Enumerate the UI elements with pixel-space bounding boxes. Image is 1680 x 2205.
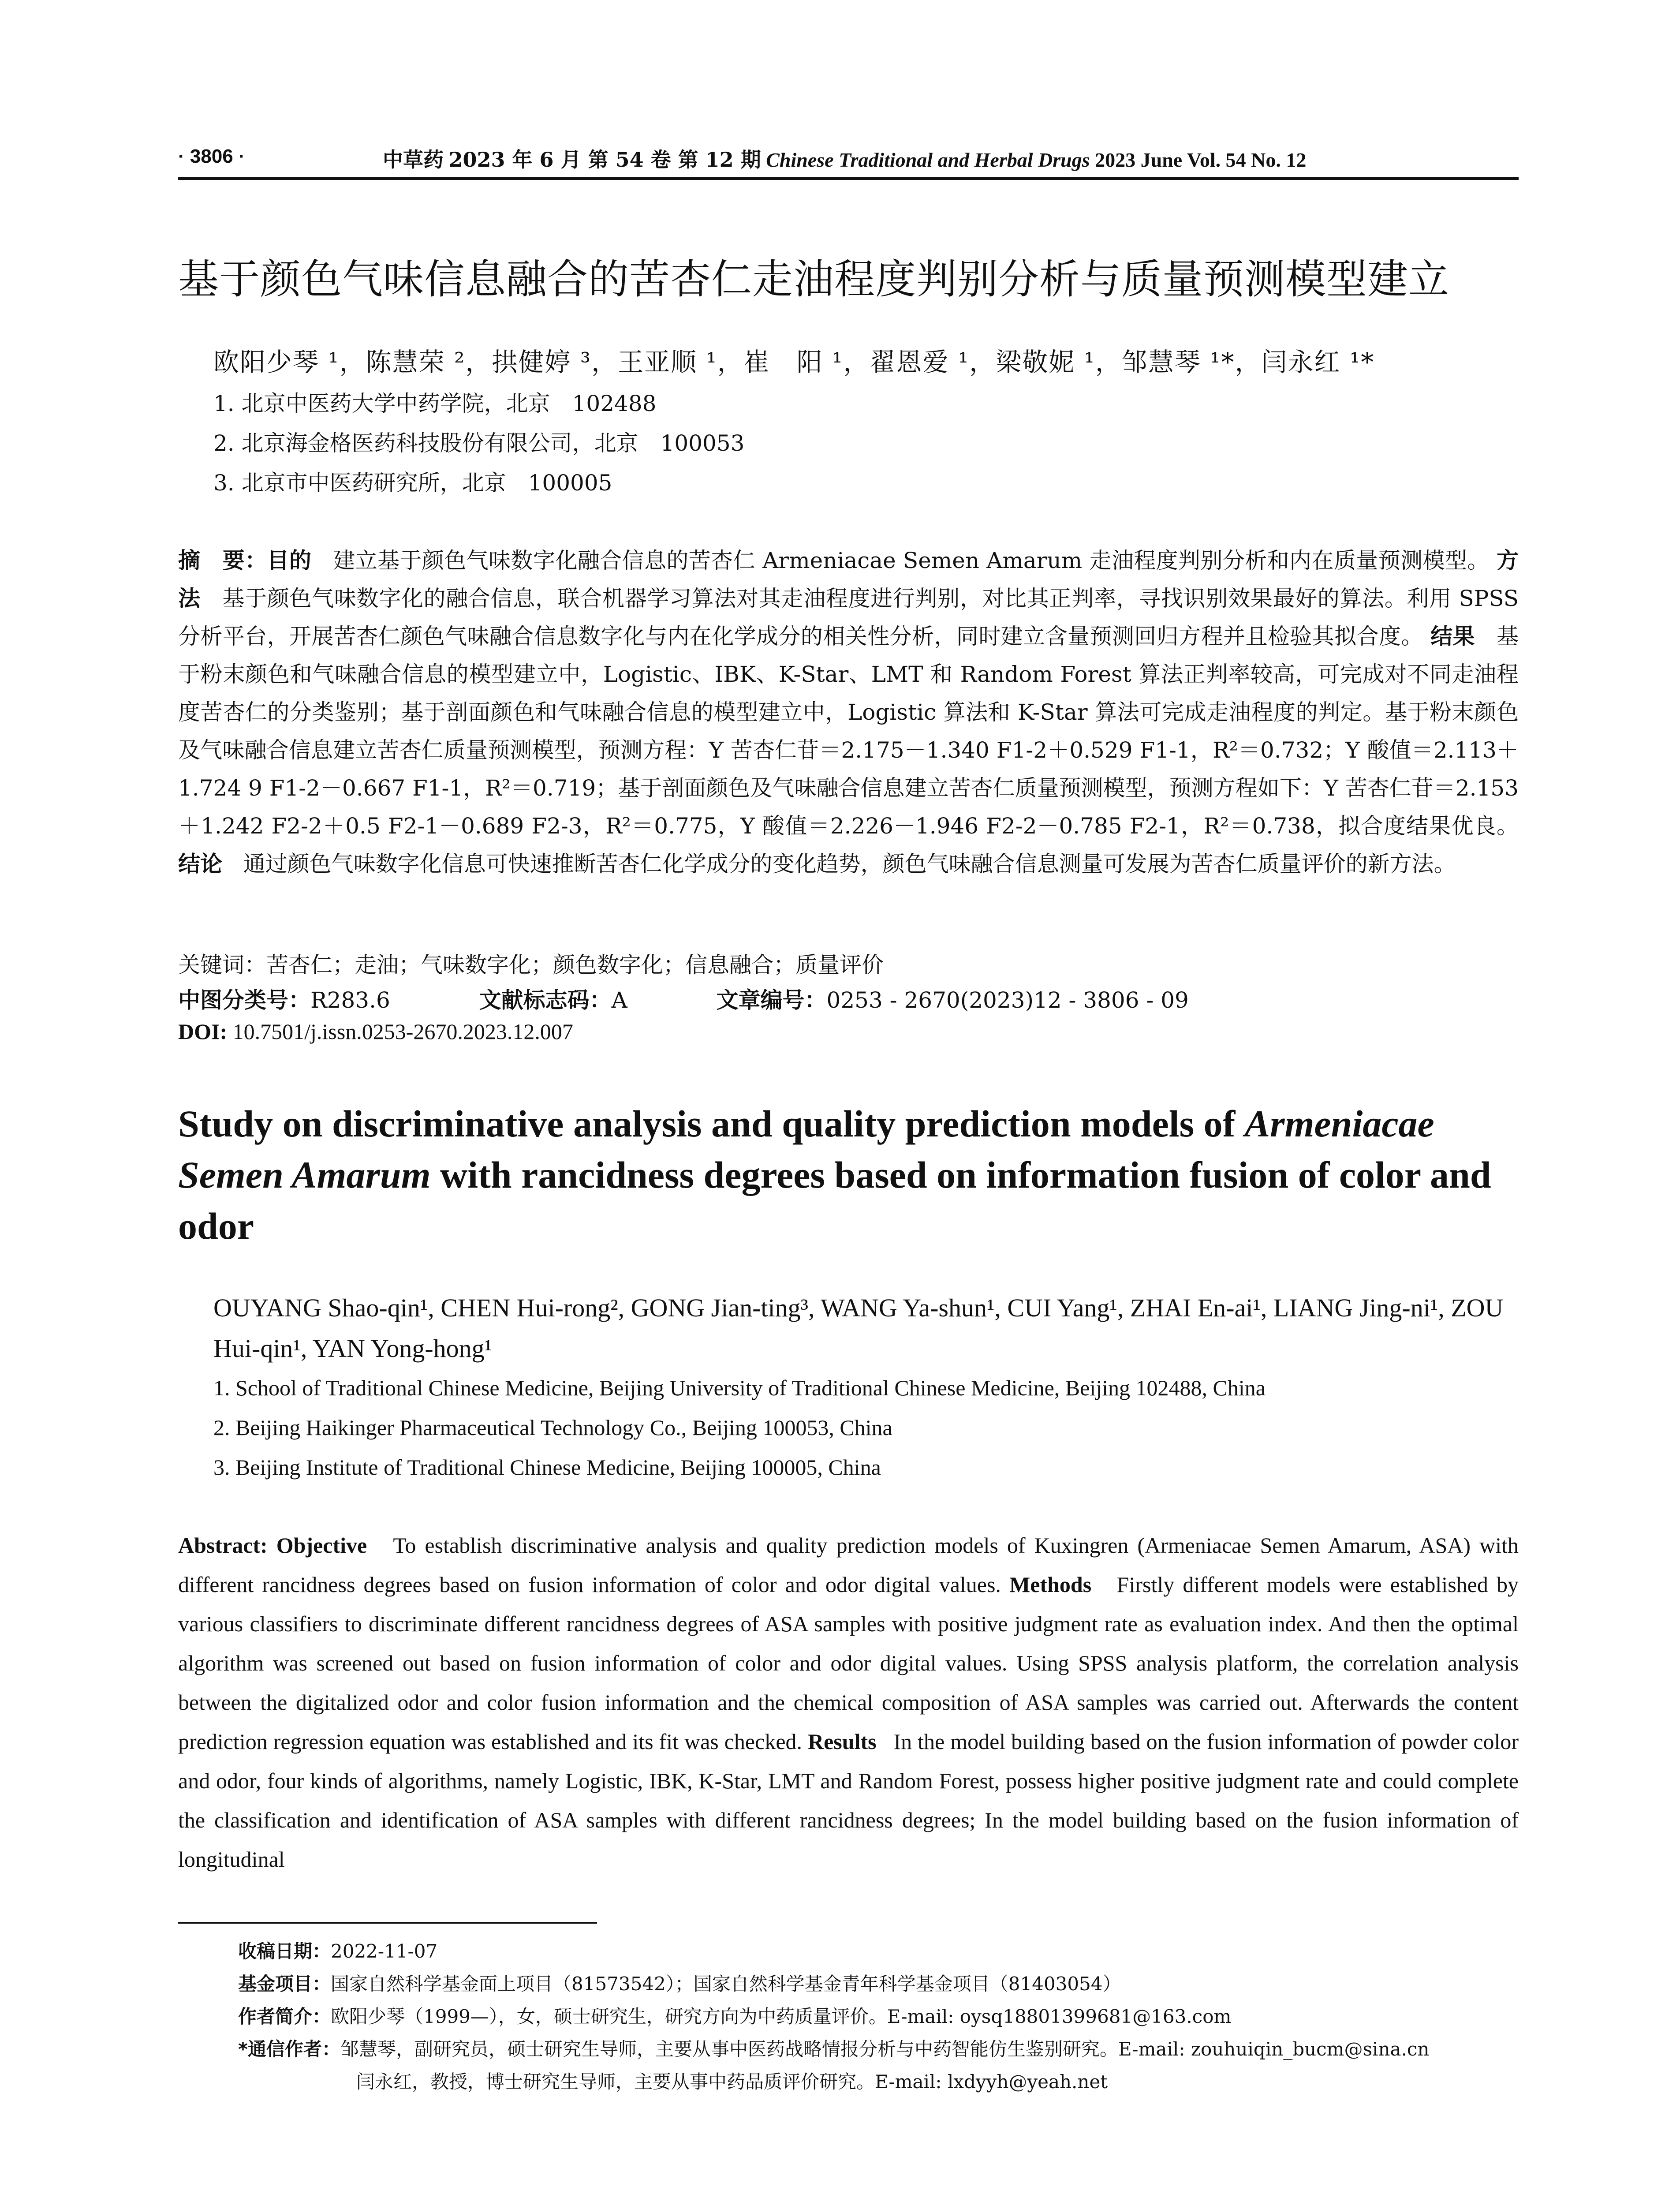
- footnote-author-bio: [238, 2002, 1231, 2029]
- running-header: [383, 144, 1306, 173]
- en-abstract-label: Abstract: Objective: [178, 1533, 367, 1558]
- bio-text: 欧阳少琴（1999—），女，硕士研究生，研究方向为中药质量评价。E-mail: oysq18801399681@163.com: [331, 2006, 1232, 2027]
- journal-name-en: Chinese Traditional and Herbal Drugs: [766, 149, 1090, 171]
- page-number: · 3806 ·: [178, 146, 245, 167]
- footnote-correspondence-2: 闫永红，教授，博士研究生导师，主要从事中药品质评价研究。E-mail: lxdyyh@yeah.net: [356, 2071, 1108, 2093]
- cn-abstract: [178, 542, 1519, 883]
- en-methods-label: Methods: [1009, 1572, 1092, 1597]
- en-title: [178, 1098, 1519, 1252]
- cn-methods: 基于颜色气味数字化的融合信息，联合机器学习算法对其走油程度进行判别，对比其正判率，寻找识别效果最好的算法。利用 SPSS 分析平台，开展苦杏仁颜色气味融合信息数字化与内在化学成分的相关性分析，同时建立含量预测回归方程并且检验其拟合度。: [178, 586, 1519, 649]
- cn-results-label: 结果: [1430, 624, 1475, 649]
- cn-keywords: 关键词：苦杏仁；走油；气味数字化；颜色数字化；信息融合；质量评价: [178, 952, 884, 978]
- header-rule: [178, 177, 1519, 180]
- doi-row: [178, 1019, 573, 1044]
- corr-label: *通信作者：: [238, 2038, 340, 2060]
- en-authors: OUYANG Shao-qin¹, CHEN Hui-rong², GONG Jian-ting³, WANG Ya-shun¹, CUI Yang¹, ZHAI En-ai¹, LIANG Jing-ni¹, ZOU Hui-qin¹, YAN Yong-hong¹: [213, 1293, 1504, 1363]
- issue-cn: 2023 年 6 月 第 54 卷 第 12 期: [448, 148, 761, 172]
- doccode-label: 文献标志码：: [479, 987, 612, 1013]
- bio-label: 作者简介：: [238, 2006, 331, 2027]
- en-methods: Firstly different models were established by various classifiers to discriminate different rancidness degrees of ASA samples with positive judgment rate as evaluation index. And then the optimal algorithm was screened out based on fusion information of color and odor digital values. Using SPSS analysis platform, the correlation analysis between the digitalized odor and color fusion information and the chemical composition of ASA samples was carried out. Afterwards the content prediction regression equation was established and its fit was checked.: [178, 1572, 1519, 1754]
- doccode-value: A: [611, 987, 627, 1013]
- clc-label: 中图分类号：: [178, 987, 310, 1013]
- cn-conclusion: 通过颜色气味数字化信息可快速推断苦杏仁化学成分的变化趋势，颜色气味融合信息测量可发展为苦杏仁质量评价的新方法。: [243, 851, 1456, 877]
- footnote-fund: [238, 1970, 1121, 1996]
- en-title-part-1: Study on discriminative analysis and quality prediction models of: [178, 1102, 1245, 1145]
- footnote-rule: [178, 1922, 597, 1924]
- footnote-received: [238, 1937, 437, 1963]
- cn-conclusion-label: 结论: [178, 851, 222, 877]
- en-results: In the model building based on the fusion information of powder color and odor, four kinds of algorithms, namely Logistic, IBK, K-Star, LMT and Random Forest, possess higher positive judgment rate and could complete the classification and identification of ASA samples with different rancidness degrees; In the model building based on the fusion information of longitudinal: [178, 1729, 1519, 1872]
- issue-en: 2023 June Vol. 54 No. 12: [1095, 149, 1307, 171]
- cn-abstract-label: 摘 要：目的: [178, 548, 312, 573]
- cn-authors: 欧阳少琴 ¹，陈慧荣 ²，拱健婷 ³，王亚顺 ¹，崔 阳 ¹，翟恩爱 ¹，梁敬妮 ¹，邹慧琴 ¹*，闫永红 ¹*: [213, 347, 1375, 377]
- en-affiliation-3: 3. Beijing Institute of Traditional Chinese Medicine, Beijing 100005, China: [213, 1455, 881, 1480]
- en-title-latin: Armeniacae Semen Amarum: [178, 1102, 1434, 1196]
- en-abstract: [178, 1526, 1519, 1879]
- en-objective: To establish discriminative analysis and quality prediction models of Kuxingren (Armeniacae Semen Amarum, ASA) with different rancidness degrees based on fusion information of color and odor digital values.: [178, 1533, 1519, 1597]
- received-label: 收稿日期：: [238, 1940, 331, 1962]
- fund-text: 国家自然科学基金面上项目（81573542）；国家自然科学基金青年科学基金项目（81403054）: [331, 1973, 1121, 1995]
- cn-affiliation-1: 1. 北京中医药大学中药学院，北京 102488: [213, 391, 657, 416]
- cn-results: 基于粉末颜色和气味融合信息的模型建立中，Logistic、IBK、K-Star、LMT 和 Random Forest 算法正判率较高，可完成对不同走油程度苦杏仁的分类鉴别；基于剖面颜色和气味融合信息的模型建立中，Logistic 算法和 K-Star 算法可完成走油程度的判定。基于粉末颜色及气味融合信息建立苦杏仁质量预测模型，预测方程：Y 苦杏仁苷＝2.175－1.340 F1-2＋0.529 F1-1，R²＝0.732；Y 酸值＝2.113＋1.724 9 F1-2－0.667 F1-1，R²＝0.719；基于剖面颜色及气味融合信息建立苦杏仁质量预测模型，预测方程如下：Y 苦杏仁苷＝2.153＋1.242 F2-2＋0.5 F2-1－0.689 F2-3，R²＝0.775，Y 酸值＝2.226－1.946 F2-2－0.785 F2-1，R²＝0.738，拟合度结果优良。: [178, 624, 1519, 839]
- en-results-label: Results: [808, 1729, 877, 1754]
- doi-label: DOI:: [178, 1019, 228, 1044]
- cn-affiliation-2: 2. 北京海金格医药科技股份有限公司，北京 100053: [213, 430, 745, 456]
- en-affiliation-2: 2. Beijing Haikinger Pharmaceutical Technology Co., Beijing 100053, China: [213, 1415, 892, 1440]
- cn-objective: 建立基于颜色气味数字化融合信息的苦杏仁 Armeniacae Semen Amarum 走油程度判别分析和内在质量预测模型。: [333, 548, 1490, 573]
- doi-link[interactable]: 10.7501/j.issn.0253-2670.2023.12.007: [232, 1019, 573, 1044]
- corr-text-1: 邹慧琴，副研究员，硕士研究生导师，主要从事中医药战略情报分析与中药智能仿生鉴别研究。E-mail: zouhuiqin_bucm@sina.cn: [340, 2038, 1430, 2060]
- articleno-value: 0253 - 2670(2023)12 - 3806 - 09: [826, 987, 1189, 1013]
- cn-title: 基于颜色气味信息融合的苦杏仁走油程度判别分析与质量预测模型建立: [178, 256, 1450, 303]
- received-date: 2022-11-07: [331, 1940, 438, 1962]
- en-title-part-2: with rancidness degrees based on information fusion of color and odor: [178, 1154, 1491, 1247]
- cn-methods-label: 方法: [178, 548, 1519, 611]
- cn-affiliation-3: 3. 北京市中医药研究所，北京 100005: [213, 470, 612, 496]
- footnote-correspondence: [238, 2035, 1429, 2061]
- fund-label: 基金项目：: [238, 1973, 331, 1995]
- en-affiliation-1: 1. School of Traditional Chinese Medicine, Beijing University of Traditional Chinese Medicine, Beijing 102488, China: [213, 1375, 1266, 1400]
- cn-classification-row: [178, 983, 1189, 1014]
- clc-value: R283.6: [310, 987, 390, 1013]
- journal-name-cn: 中草药: [383, 148, 444, 172]
- articleno-label: 文章编号：: [716, 987, 827, 1013]
